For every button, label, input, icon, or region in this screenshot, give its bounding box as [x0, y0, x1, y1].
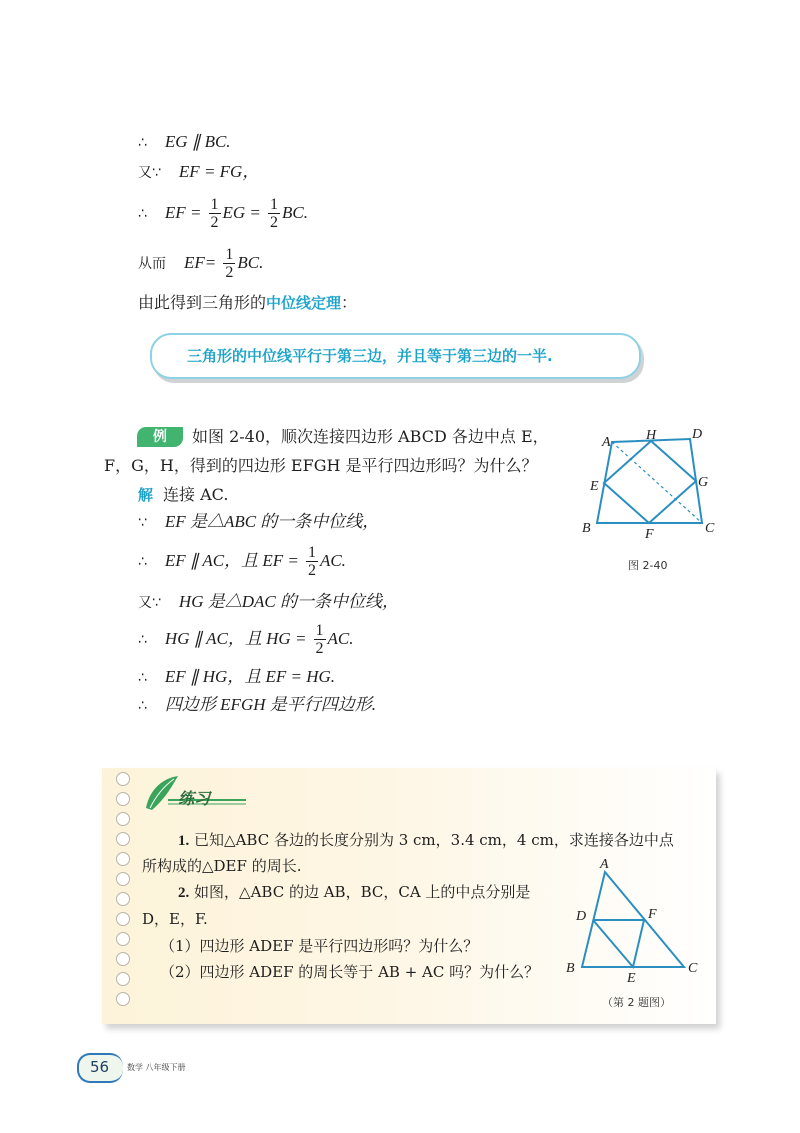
solution-step-5: ∴ EF ∥ HG，且 EF = HG.	[138, 667, 336, 686]
binder-ring	[116, 912, 130, 926]
figure-caption: （第 2 题图）	[602, 996, 671, 1009]
fraction-half: $\frac{1}{2}$	[307, 544, 316, 579]
practice-panel	[102, 768, 716, 1024]
label-b: B	[566, 961, 575, 976]
proof-line-2	[138, 162, 259, 183]
fraction-half: $\frac{1}{2}$	[270, 196, 278, 231]
solution-step-4: ∴ HG ∥ AC，且 HG = $\frac{1}{2}$ AC.	[138, 622, 354, 657]
question-1-line-2: 所构成的△DEF 的周长.	[142, 857, 302, 875]
binder-ring	[116, 792, 130, 806]
label-e: E	[590, 479, 599, 494]
page-number: 56	[90, 1058, 110, 1076]
question-1-line-1: 1. 已知△ABC 各边的长度分别为 3 cm，3.4 cm，4 cm，求连接各边中点	[178, 831, 674, 849]
fraction-half: $\frac{1}{2}$	[225, 246, 234, 281]
proof-line-3: ∴ EF = $\frac{1}{2}$ EG = $\frac{1}{2}$ BC.	[138, 196, 308, 231]
quadrilateral-abcd	[597, 439, 702, 523]
parallelogram-efgh	[604, 441, 696, 523]
binder-ring	[116, 972, 130, 986]
binder-ring	[116, 772, 130, 786]
label-d: D	[692, 427, 703, 442]
binder-ring	[116, 892, 130, 906]
solution-step-1: ∵ EF 是△ABC 的一条中位线，	[138, 512, 380, 531]
label-g: G	[698, 475, 709, 490]
theorem-text: 三角形的中位线平行于第三边，并且等于第三边的一半.	[187, 347, 553, 365]
label-a: A	[602, 435, 611, 450]
binder-ring	[116, 832, 130, 846]
proof-text: EF =	[164, 203, 202, 222]
example-line-2: F，G，H，得到的四边形 EFGH 是平行四边形吗？为什么？	[104, 456, 538, 475]
theorem-box	[150, 333, 641, 379]
footer-book-title: 数学 八年级下册	[127, 1063, 186, 1072]
label-a: A	[600, 858, 609, 872]
solution-line: 解 连接 AC.	[138, 485, 229, 504]
label-c: C	[705, 521, 715, 536]
proof-text: EG ∥ BC.	[164, 132, 231, 151]
binder-ring	[116, 852, 130, 866]
example-badge: 例	[137, 427, 183, 447]
solution-step-2: ∴ EF ∥ AC，且 EF = $\frac{1}{2}$ AC.	[138, 544, 346, 579]
theorem-term: 中位线定理	[266, 294, 342, 312]
proof-line-4: 从而 EF= $\frac{1}{2}$ BC.	[138, 246, 264, 281]
proof-line-1	[138, 132, 231, 153]
triangle-figure	[562, 858, 712, 993]
question-2-line-1: 2. 如图，△ABC 的边 AB，BC，CA 上的中点分别是	[178, 883, 531, 901]
figure-2-40	[570, 422, 720, 562]
solution-key: 解	[138, 486, 154, 504]
because-symbol: 又∵	[138, 165, 161, 181]
theorem-intro: 由此得到三角形的中位线定理：	[138, 293, 358, 312]
proof-text: EF = FG，	[178, 162, 260, 181]
binder-ring	[116, 812, 130, 826]
question-2-line-2: D，E，F.	[142, 910, 208, 928]
question-2-sub-2: （2）四边形 ADEF 的周长等于 AB + AC 吗？为什么？	[160, 963, 540, 981]
figure-caption: 图 2-40	[628, 559, 668, 572]
therefore-symbol: ∴	[138, 206, 147, 222]
label-c: C	[688, 961, 698, 976]
binder-ring	[116, 932, 130, 946]
conclusion-word: 从而	[138, 256, 166, 272]
solution-step-6: ∴ 四边形 EFGH 是平行四边形.	[138, 695, 376, 714]
fraction-half: $\frac{1}{2}$	[210, 196, 219, 231]
midsegments	[593, 920, 644, 967]
label-f: F	[648, 907, 657, 922]
label-d: D	[576, 909, 587, 924]
example-line-1: 如图 2-40，顺次连接四边形 ABCD 各边中点 E，	[192, 427, 549, 446]
label-h: H	[646, 428, 657, 443]
label-e: E	[627, 971, 636, 986]
solution-step-3: 又∵ HG 是△DAC 的一条中位线，	[138, 592, 399, 611]
parallel-equal-sign: =	[204, 253, 217, 272]
therefore-symbol: ∴	[138, 135, 147, 151]
binder-ring	[116, 952, 130, 966]
fraction-half: $\frac{1}{2}$	[315, 622, 324, 657]
label-f: F	[645, 527, 654, 542]
question-2-sub-1: （1）四边形 ADEF 是平行四边形吗？为什么？	[160, 937, 479, 955]
label-b: B	[582, 521, 591, 536]
binder-ring	[116, 872, 130, 886]
diagonal-ac	[612, 442, 702, 523]
practice-title: 练习	[178, 789, 211, 808]
binder-ring	[116, 992, 130, 1006]
